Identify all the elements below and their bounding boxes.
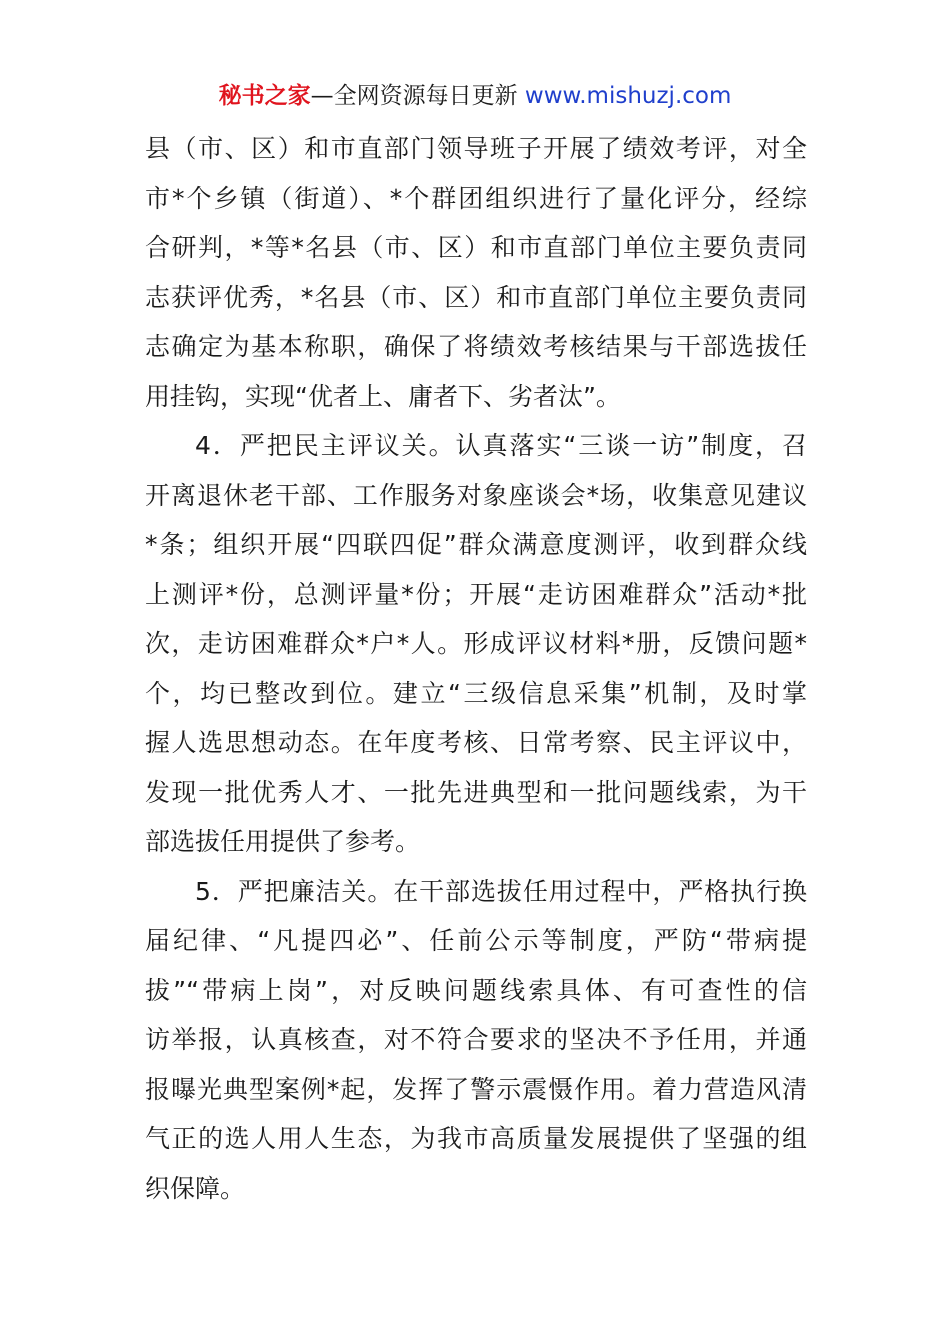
text-line: 部选拔任用提供了参考。	[145, 827, 421, 856]
text-line: 开离退休老干部、工作服务对象座谈会*场，收集意见建议	[145, 480, 807, 510]
text-line: 志确定为基本称职，确保了将绩效考核结果与干部选拔任	[145, 332, 807, 361]
page-header	[0, 80, 950, 112]
site-brand: 秘书之家	[218, 83, 311, 109]
text-line: 报曝光典型案例*起，发挥了警示震慑作用。着力营造风清	[145, 1074, 807, 1104]
text-line: 织保障。	[145, 1173, 246, 1203]
text-line: 拔”“带病上岗”，对反映问题线索具体、有可查性的信	[145, 975, 807, 1005]
paragraph-4-heading-line: 4．严把民主评议关。认真落实“三谈一访”制度，召	[195, 431, 807, 460]
text-line: 握人选思想动态。在年度考核、日常考察、民主评议中，	[145, 728, 807, 757]
text-line: 县（市、区）和市直部门领导班子开展了绩效考评，对全	[145, 134, 807, 163]
site-url-link[interactable]: www.mishuzj.com	[524, 83, 732, 109]
text-line: 用挂钩，实现“优者上、庸者下、劣者汰”。	[145, 381, 621, 411]
paragraph-5-heading-line: 5．严把廉洁关。在干部选拔任用过程中，严格执行换	[195, 876, 807, 906]
text-line: 次，走访困难群众*户*人。形成评议材料*册，反馈问题*	[145, 629, 807, 658]
text-line: *条；组织开展“四联四促”群众满意度测评，收到群众线	[145, 530, 807, 559]
text-line: 上测评*份，总测评量*份；开展“走访困难群众”活动*批	[145, 579, 807, 609]
text-line: 访举报，认真核查，对不符合要求的坚决不予任用，并通	[145, 1025, 807, 1054]
text-line: 个，均已整改到位。建立“三级信息采集”机制，及时掌	[145, 678, 807, 708]
text-line: 发现一批优秀人才、一批先进典型和一批问题线索，为干	[145, 777, 807, 807]
text-line: 志获评优秀，*名县（市、区）和市直部门单位主要负责同	[145, 282, 807, 312]
text-line: 市*个乡镇（街道）、*个群团组织进行了量化评分，经综	[145, 183, 807, 213]
site-tagline: —全网资源每日更新	[310, 83, 525, 109]
text-line: 气正的选人用人生态，为我市高质量发展提供了坚强的组	[145, 1124, 807, 1153]
document-body	[145, 124, 807, 1213]
text-line: 合研判，*等*名县（市、区）和市直部门单位主要负责同	[145, 233, 807, 262]
text-line: 届纪律、“凡提四必”、任前公示等制度，严防“带病提	[145, 926, 807, 955]
